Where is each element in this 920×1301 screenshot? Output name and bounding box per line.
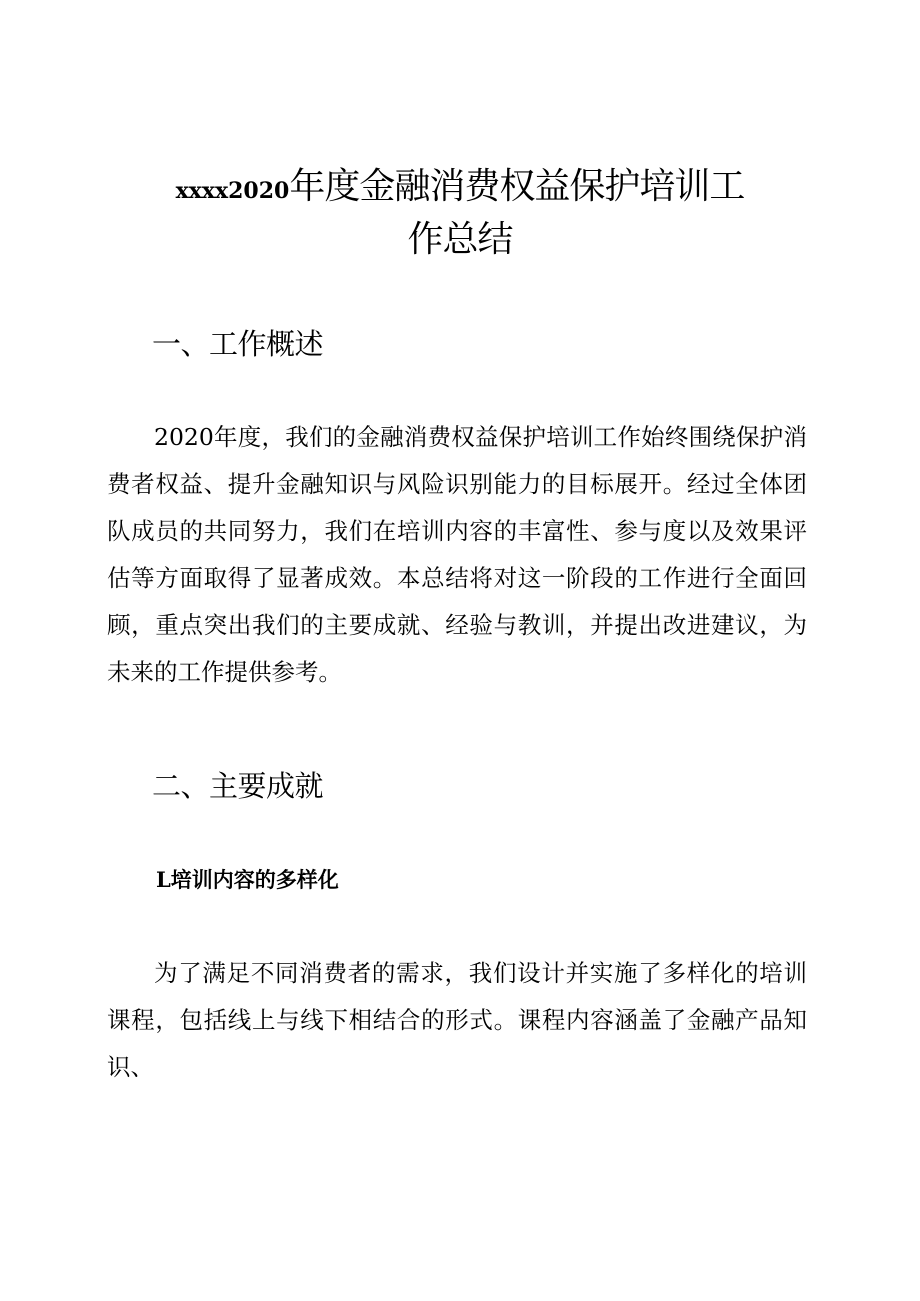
section-heading-overview: 一、工作概述: [152, 327, 324, 361]
document-title-line-1: [120, 163, 800, 215]
subsection-heading-diversification: L培训内容的多样化: [156, 867, 339, 892]
title-prefix: xxxx2020: [175, 178, 290, 204]
document-title-line-2: 作总结: [407, 219, 513, 260]
achievements-paragraph: 为了满足不同消费者的需求，我们设计并实施了多样化的培训课程，包括线上与线下相结合的形式。课程内容涵盖了金融产品知识、: [107, 959, 807, 1081]
section-heading-achievements: 二、主要成就: [152, 769, 324, 803]
overview-paragraph: 2020年度，我们的金融消费权益保护培训工作始终围绕保护消费者权益、提升金融知识与风险识别能力的目标展开。经过全体团队成员的共同努力，我们在培训内容的丰富性、参与度以及效果评估等方面取得了显著成效。本总结将对这一阶段的工作进行全面回顾，重点突出我们的主要成就、经验与教训，并提出改进建议，为未来的工作提供参考。: [107, 423, 807, 686]
title-main-text: 年度金融消费权益保护培训工: [289, 166, 745, 207]
